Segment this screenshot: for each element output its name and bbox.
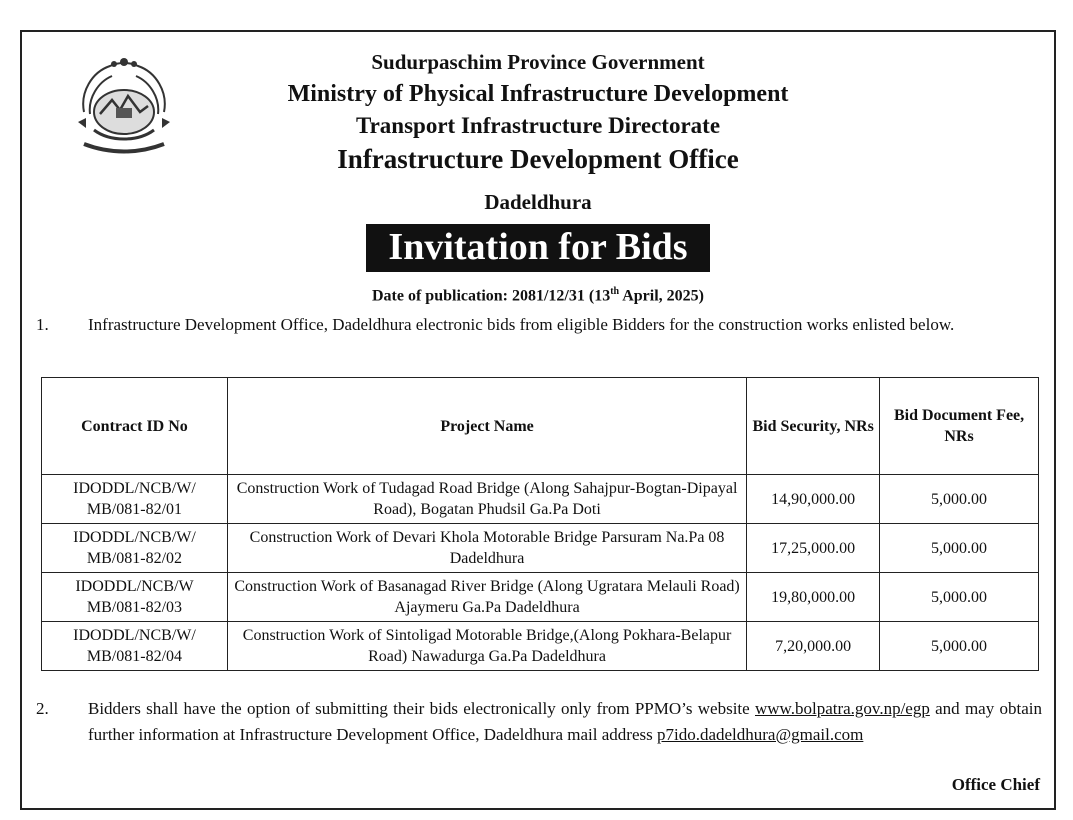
bid-security: 7,20,000.00: [747, 622, 880, 671]
table-row: [42, 475, 1039, 524]
bid-security: 17,25,000.00: [747, 524, 880, 573]
header-bid-fee: Bid Document Fee, NRs: [880, 378, 1039, 475]
banner-wrap: [22, 224, 1054, 272]
bid-fee: 5,000.00: [880, 475, 1039, 524]
email-link[interactable]: p7ido.dadeldhura@gmail.com: [656, 725, 864, 744]
contract-id: IDODDL/NCB/W/ MB/081-82/04: [42, 622, 228, 671]
bid-fee: 5,000.00: [880, 622, 1039, 671]
bids-table: [41, 377, 1039, 671]
bid-fee: 5,000.00: [880, 524, 1039, 573]
paragraph-2: [36, 696, 1042, 748]
paragraph-text-b: and may obtain further information at Infrastructure Development Office, Dadeldhura mail address: [88, 699, 1042, 744]
bid-security: 19,80,000.00: [747, 573, 880, 622]
bolpatra-link[interactable]: www.bolpatra.gov.np/egp: [755, 699, 930, 718]
signature-office-chief: Office Chief: [951, 775, 1040, 794]
office-location: Dadeldhura: [484, 190, 592, 214]
publication-date-suffix: April, 2025): [619, 287, 704, 305]
table-row: [42, 524, 1039, 573]
project-name: Construction Work of Tudagad Road Bridge (Along Sahajpur-Bogtan-Dipayal Road), Bogatan Phudsil Ga.Pa Doti: [227, 475, 746, 524]
notice-frame: [20, 30, 1056, 810]
header-bid-security: Bid Security, NRs: [747, 378, 880, 475]
publication-date-sup: th: [610, 286, 620, 297]
contract-id: IDODDL/NCB/W/ MB/081-82/01: [42, 475, 228, 524]
project-name: Construction Work of Basanagad River Bridge (Along Ugratara Melauli Road) Ajaymeru Ga.Pa Dadeldhura: [227, 573, 746, 622]
header-contract-id: Contract ID No: [42, 378, 228, 475]
province-name: Sudurpaschim Province Government: [371, 50, 705, 74]
paragraph-number: 1.: [36, 315, 49, 334]
table-header-row: [42, 378, 1039, 475]
table-row: [42, 573, 1039, 622]
directorate-name: Transport Infrastructure Directorate: [355, 113, 721, 138]
bid-security: 14,90,000.00: [747, 475, 880, 524]
project-name: Construction Work of Sintoligad Motorable Bridge,(Along Pokhara-Belapur Road) Nawadurga Ga.Pa Dadeldhura: [227, 622, 746, 671]
contract-id: IDODDL/NCB/W MB/081-82/03: [42, 573, 228, 622]
project-name: Construction Work of Devari Khola Motorable Bridge Parsuram Na.Pa 08 Dadeldhura: [227, 524, 746, 573]
bid-fee: 5,000.00: [880, 573, 1039, 622]
paragraph-text: Infrastructure Development Office, Dadeldhura electronic bids from eligible Bidders for the construction works enlisted below.: [88, 315, 955, 334]
paragraph-1: [36, 312, 1042, 338]
paragraph-text-a: Bidders shall have the option of submitting their bids electronically only from PPMO’s website: [88, 699, 755, 718]
paragraph-text: [88, 696, 1042, 748]
table-row: [42, 622, 1039, 671]
ministry-name: Ministry of Physical Infrastructure Development: [287, 81, 789, 107]
publication-date-prefix: Date of publication: 2081/12/31 (13: [371, 287, 611, 305]
publication-date: [22, 286, 1054, 305]
header-project-name: Project Name: [227, 378, 746, 475]
paragraph-number: 2.: [36, 699, 49, 718]
office-name: Infrastructure Development Office: [337, 144, 739, 174]
contract-id: IDODDL/NCB/W/ MB/081-82/02: [42, 524, 228, 573]
notice-title: Invitation for Bids: [366, 224, 709, 272]
